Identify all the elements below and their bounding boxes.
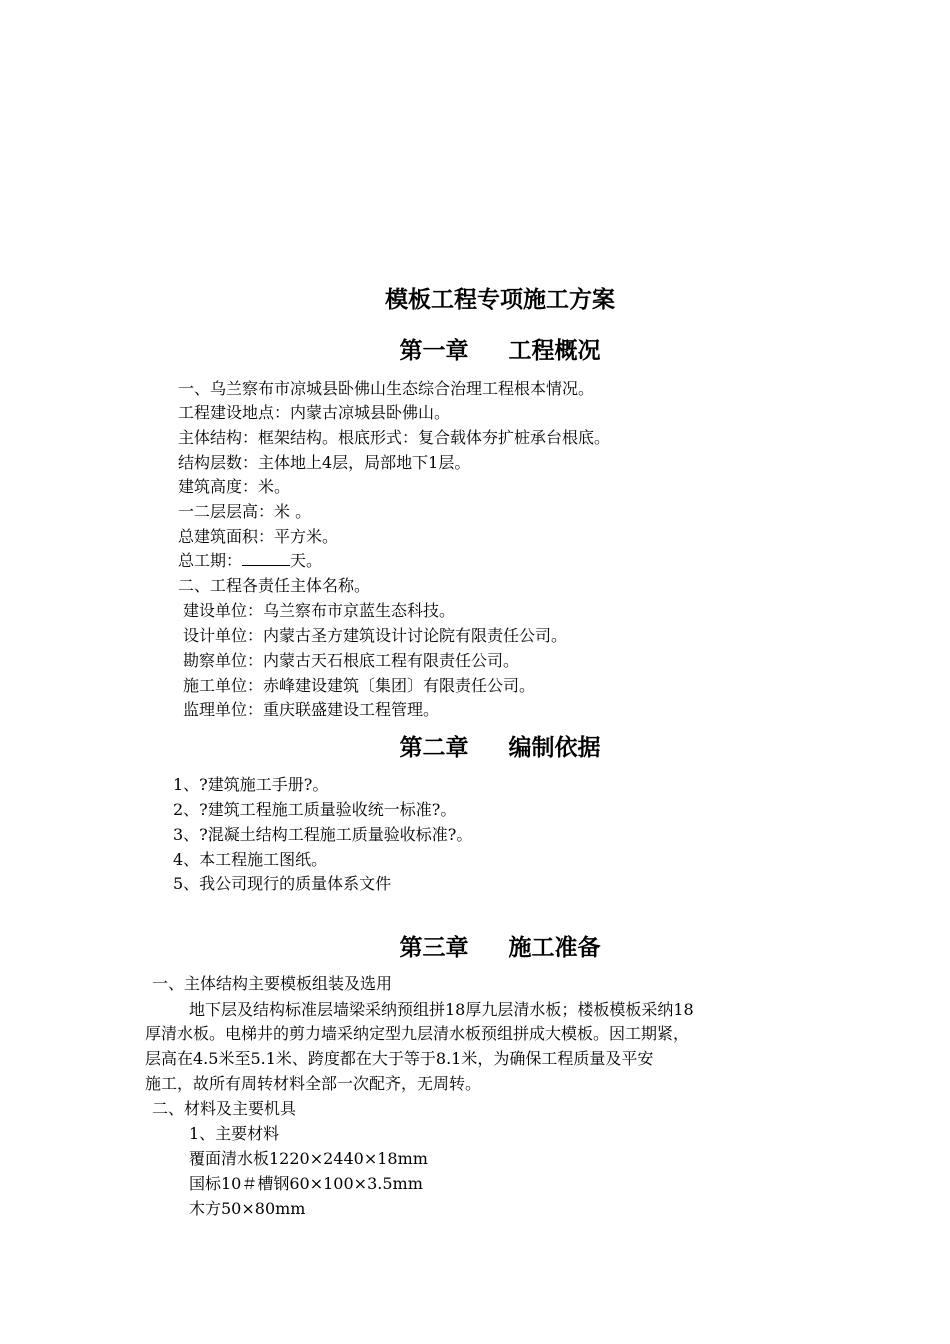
period-suffix: 天。 <box>290 551 323 570</box>
ch1-line-3: 主体结构：框架结构。根底形式：复合载体夯扩桩承台根底。 <box>178 428 611 447</box>
chapter-1-number: 第一章 <box>399 338 469 364</box>
basis-item-1: 1、?建筑施工手册?。 <box>173 775 329 794</box>
chapter-2-name: 编制依据 <box>508 735 601 761</box>
basis-item-5: 5、我公司现行的质量体系文件 <box>173 874 392 893</box>
chapter-1-name: 工程概况 <box>508 338 601 364</box>
ch3-para-line-3: 层高在4.5米至5.1米、跨度都在大于等于8.1米，为确保工程质量及平安 <box>145 1049 654 1068</box>
ch1-section-2: 二、工程各责任主体名称。 <box>178 576 371 595</box>
party-surveyor: 勘察单位：内蒙古天石根底工程有限责任公司。 <box>183 651 520 670</box>
chapter-3-name: 施工准备 <box>508 935 601 961</box>
basis-item-2: 2、?建筑工程施工质量验收统一标准?。 <box>173 800 457 819</box>
material-item-3: 木方50×80mm <box>189 1199 306 1218</box>
ch1-line-5: 建筑高度：米。 <box>178 477 291 496</box>
chapter-3-heading <box>0 933 950 963</box>
party-supervisor: 监理单位：重庆联盛建设工程管理。 <box>183 700 440 719</box>
period-prefix: 总工期： <box>178 551 243 570</box>
ch3-para-line-1: 地下层及结构标准层墙梁采纳预组拼18厚九层清水板；楼板模板采纳18 <box>189 1000 694 1019</box>
chapter-2-number: 第二章 <box>399 735 469 761</box>
ch3-sub-1: 1、主要材料 <box>189 1124 280 1143</box>
ch3-para-line-4: 施工，故所有周转材料全部一次配齐，无周转。 <box>145 1074 482 1093</box>
basis-item-4: 4、本工程施工图纸。 <box>173 850 328 869</box>
period-blank <box>242 551 290 566</box>
ch1-line-7: 总建筑面积：平方米。 <box>178 527 339 546</box>
chapter-3-number: 第三章 <box>399 935 469 961</box>
ch1-line-6: 一二层层高：米 。 <box>178 502 312 521</box>
ch1-period-line <box>178 549 322 573</box>
party-contractor: 施工单位：赤峰建设建筑〔集团〕有限责任公司。 <box>183 676 536 695</box>
ch3-para-line-2: 厚清水板。电梯井的剪力墙采纳定型九层清水板预组拼成大模板。因工期紧， <box>145 1024 690 1043</box>
ch1-line-1: 一、乌兰察布市凉城县卧佛山生态综合治理工程根本情况。 <box>178 379 595 398</box>
ch3-section-2: 二、材料及主要机具 <box>152 1099 297 1118</box>
ch1-line-2: 工程建设地点：内蒙古凉城县卧佛山。 <box>178 403 451 422</box>
party-designer: 设计单位：内蒙古圣方建筑设计讨论院有限责任公司。 <box>183 626 568 645</box>
basis-item-3: 3、?混凝土结构工程施工质量验收标准?。 <box>173 825 473 844</box>
material-item-1: 覆面清水板1220×2440×18mm <box>189 1149 428 1168</box>
party-owner: 建设单位：乌兰察布市京蓝生态科技。 <box>183 601 456 620</box>
ch1-line-4: 结构层数：主体地上4层，局部地下1层。 <box>178 453 471 472</box>
document-title: 模板工程专项施工方案 <box>385 287 615 313</box>
chapter-1-heading <box>0 336 950 366</box>
ch3-section-1: 一、主体结构主要模板组装及选用 <box>152 974 393 993</box>
material-item-2: 国标10＃槽钢60×100×3.5mm <box>189 1174 423 1193</box>
chapter-2-heading <box>0 733 950 763</box>
